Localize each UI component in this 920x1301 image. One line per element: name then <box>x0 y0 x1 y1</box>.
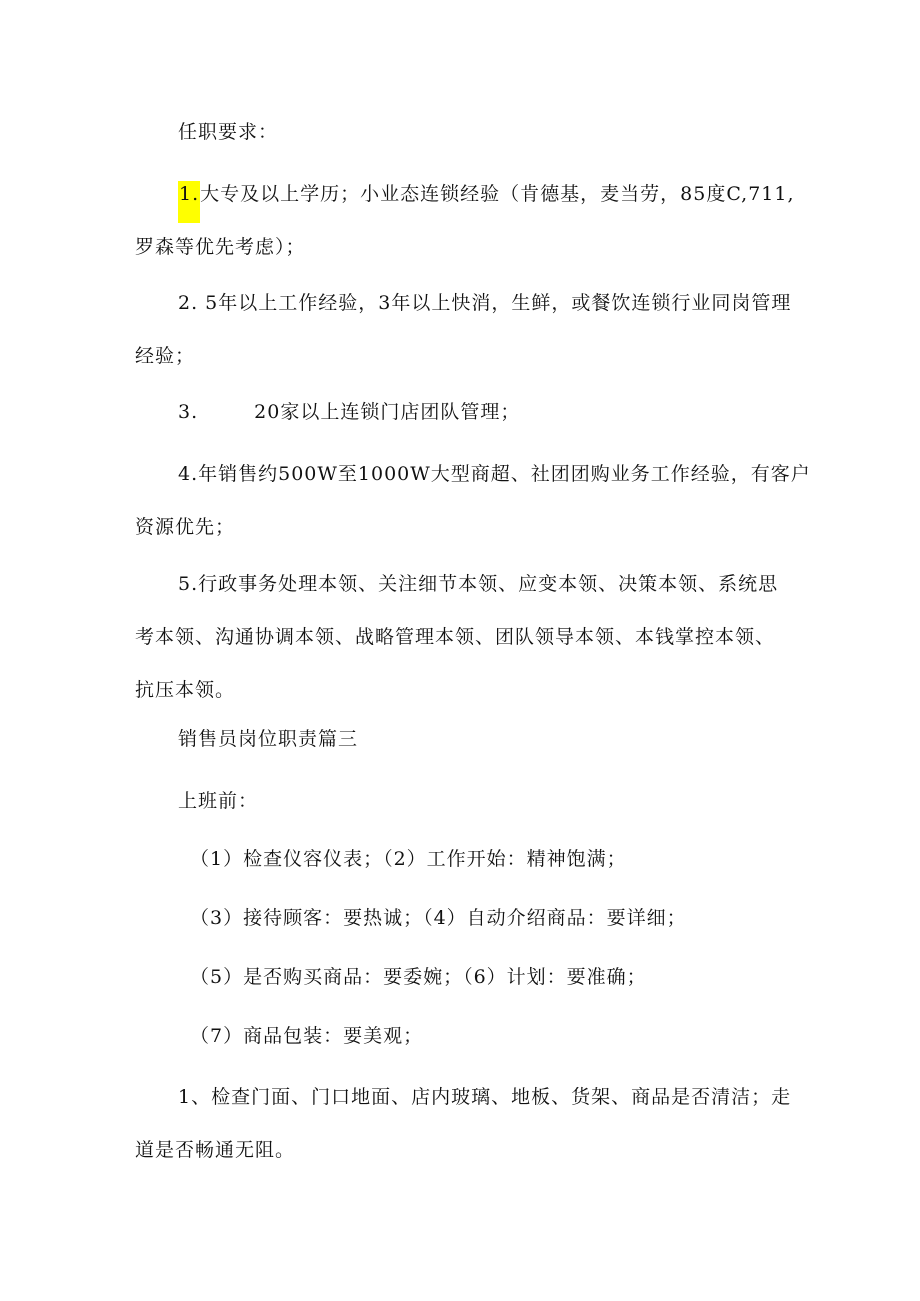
before-work-heading: 上班前： <box>178 790 259 812</box>
requirement-item-5-line-1: 5.行政事务处理本领、关注细节本领、应变本领、决策本领、系统思 <box>178 573 779 595</box>
steps-row-2: （3）接待顾客：要热诚；（4）自动介绍商品：要详细； <box>190 907 687 929</box>
duty-item-1 <box>135 1083 790 1164</box>
requirement-item-5 <box>135 570 790 704</box>
requirement-item-3 <box>178 398 520 426</box>
requirement-item-2-line-2: 经验； <box>135 345 196 367</box>
duty-item-1-line-1: 1、检查门面、门口地面、店内玻璃、地板、货架、商品是否清洁；走 <box>178 1086 792 1108</box>
requirement-item-2 <box>135 289 790 370</box>
steps-row-4: （7）商品包装：要美观； <box>190 1025 424 1047</box>
requirement-item-1 <box>135 180 795 261</box>
requirement-item-5-line-2: 考本领、沟通协调本领、战略管理本领、团队领导本领、本钱掌控本领、 <box>135 626 776 648</box>
duty-item-1-line-2: 道是否畅通无阻。 <box>135 1139 296 1161</box>
highlighted-number: 1. <box>178 181 200 223</box>
requirement-item-1-line-1 <box>135 180 795 208</box>
steps-row-3: （5）是否购买商品：要委婉；（6）计划：要准确； <box>190 966 647 988</box>
requirement-item-5-line-3: 抗压本领。 <box>135 679 236 701</box>
requirement-item-3-number: 3. <box>178 401 199 423</box>
requirement-item-3-text: 20家以上连锁门店团队管理； <box>254 401 521 423</box>
requirement-item-4 <box>135 460 811 541</box>
section-title: 销售员岗位职责篇三 <box>178 728 359 750</box>
requirement-item-4-line-2: 资源优先； <box>135 516 236 538</box>
steps-row-1: （1）检查仪容仪表；（2）工作开始：精神饱满； <box>190 848 627 870</box>
requirements-heading: 任职要求： <box>178 121 279 143</box>
requirement-item-2-line-1: 2. 5年以上工作经验，3年以上快消，生鲜，或餐饮连锁行业同岗管理 <box>178 292 792 314</box>
requirement-item-4-line-1: 4.年销售约500W至1000W大型商超、社团团购业务工作经验，有客户 <box>178 463 811 485</box>
requirement-item-1-line-2: 罗森等优先考虑）； <box>135 236 306 258</box>
requirement-item-1-text: 大专及以上学历；小业态连锁经验（肯德基，麦当劳，85度C,711, <box>200 183 795 205</box>
